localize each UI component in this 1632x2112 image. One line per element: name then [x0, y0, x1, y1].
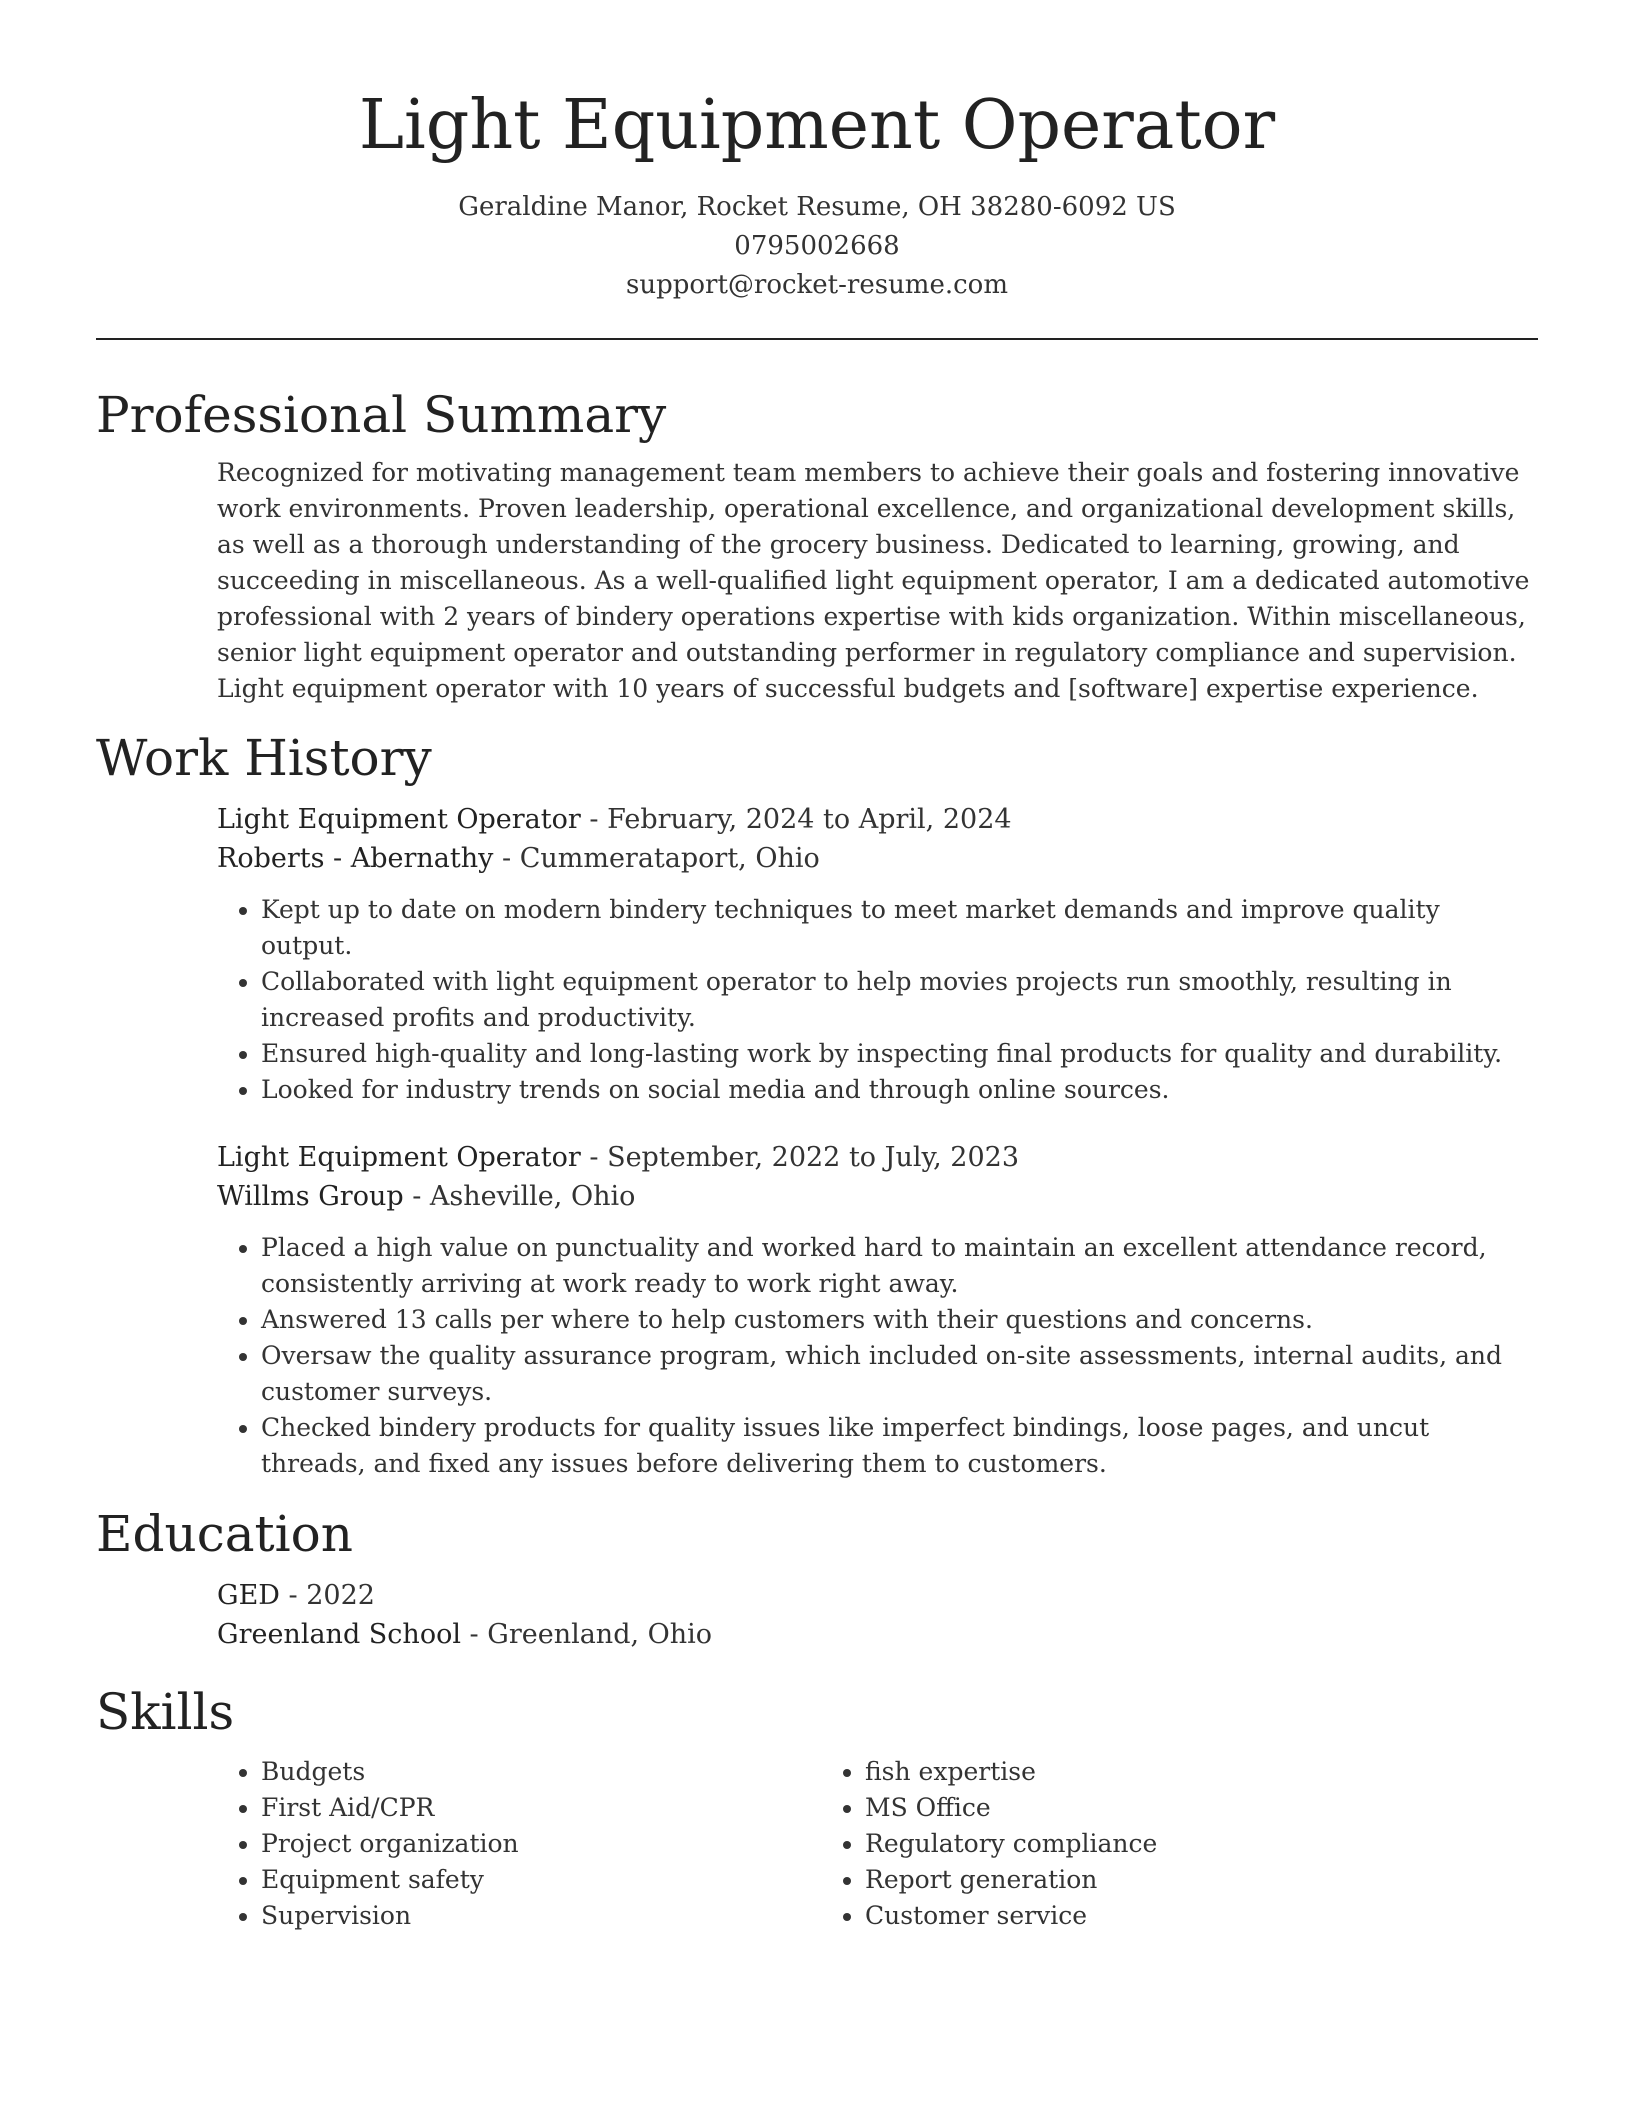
skills-column-right [821, 1754, 1471, 1934]
skills-heading: Skills [96, 1683, 235, 1741]
skill-item: • Regulatory compliance [865, 1826, 1471, 1862]
job-bullets [217, 1230, 1538, 1482]
skill-item: • Project organization [261, 1826, 821, 1862]
job-title-line [217, 1138, 1538, 1177]
education-year: - 2022 [279, 1580, 375, 1611]
job-bullet: • Collaborated with light equipment operator to help movies projects run smoothly, resulting in increased profits and productivity. [261, 964, 1538, 1036]
skill-item: • Supervision [261, 1898, 821, 1934]
education-entry [217, 1576, 1538, 1654]
job-company: Willms Group [217, 1181, 404, 1212]
job-title: Light Equipment Operator [217, 804, 581, 835]
email[interactable]: support@rocket-resume.com [625, 270, 1008, 300]
work-history-heading: Work History [96, 729, 432, 787]
job-bullet: • Kept up to date on modern bindery techniques to meet market demands and improve quality output. [261, 892, 1538, 964]
summary-heading: Professional Summary [96, 386, 667, 444]
education-location: - Greenland, Ohio [460, 1619, 713, 1650]
resume-page [96, 0, 1538, 1934]
education-degree: GED [217, 1580, 280, 1611]
job-company: Roberts - Abernathy [217, 843, 494, 874]
job-bullet: • Answered 13 calls per where to help customers with their questions and concerns. [261, 1302, 1538, 1338]
skills-list [217, 1754, 1538, 1934]
job-title-line [217, 800, 1538, 839]
job-company-line [217, 1177, 1538, 1216]
job-bullet: • Ensured high-quality and long-lasting work by inspecting final products for quality and durability. [261, 1036, 1538, 1072]
job-location: - Asheville, Ohio [403, 1181, 636, 1212]
job-bullet: • Checked bindery products for quality issues like imperfect bindings, loose pages, and uncut threads, and fixed any issues before delivering them to customers. [261, 1410, 1538, 1482]
job-location: - Cummerataport, Ohio [493, 843, 820, 874]
resume-header [96, 0, 1538, 305]
phone: 0795002668 [734, 231, 900, 261]
skill-item: • fish expertise [865, 1754, 1471, 1790]
job-company-line [217, 839, 1538, 878]
skill-item: • MS Office [865, 1790, 1471, 1826]
education-school: Greenland School [217, 1619, 461, 1650]
job-bullet: • Looked for industry trends on social media and through online sources. [261, 1072, 1538, 1108]
skill-item: • Budgets [261, 1754, 821, 1790]
job-bullet: • Placed a high value on punctuality and worked hard to maintain an excellent attendance record, consistently arriving at work ready to work right away. [261, 1230, 1538, 1302]
skills-column-left [217, 1754, 821, 1934]
skill-item: • First Aid/CPR [261, 1790, 821, 1826]
job-dates: - February, 2024 to April, 2024 [580, 804, 1012, 835]
summary-text: Recognized for motivating management team members to achieve their goals and fostering innovative work environments. Proven leadership, operational excellence, and organizational development skills, as well as a thorough understanding of the grocery business. Dedicated to learning, growing, and succeeding in miscellaneous. As a well-qualified light equipment operator, I am a dedicated automotive professional with 2 years of bindery operations expertise with kids organization. Within miscellaneous, senior light equipment operator and outstanding performer in regulatory compliance and supervision. Light equipment operator with 10 years of successful budgets and [software] expertise experience. [217, 458, 1530, 703]
contact-info [96, 188, 1538, 305]
job-entry [217, 800, 1538, 1108]
education-heading: Education [96, 1505, 353, 1563]
job-bullets [217, 892, 1538, 1108]
skill-item: • Equipment safety [261, 1862, 821, 1898]
education-school-line [217, 1615, 1538, 1654]
skill-item: • Customer service [865, 1898, 1471, 1934]
job-dates: - September, 2022 to July, 2023 [580, 1142, 1020, 1173]
header-divider [96, 338, 1538, 340]
education-degree-line [217, 1576, 1538, 1615]
job-title: Light Equipment Operator [217, 1142, 581, 1173]
resume-title: Light Equipment Operator [358, 86, 1276, 165]
skill-item: • Report generation [865, 1862, 1471, 1898]
job-entry [217, 1138, 1538, 1482]
job-bullet: • Oversaw the quality assurance program, which included on-site assessments, internal audits, and customer surveys. [261, 1338, 1538, 1410]
address: Geraldine Manor, Rocket Resume, OH 38280-6092 US [458, 192, 1176, 222]
